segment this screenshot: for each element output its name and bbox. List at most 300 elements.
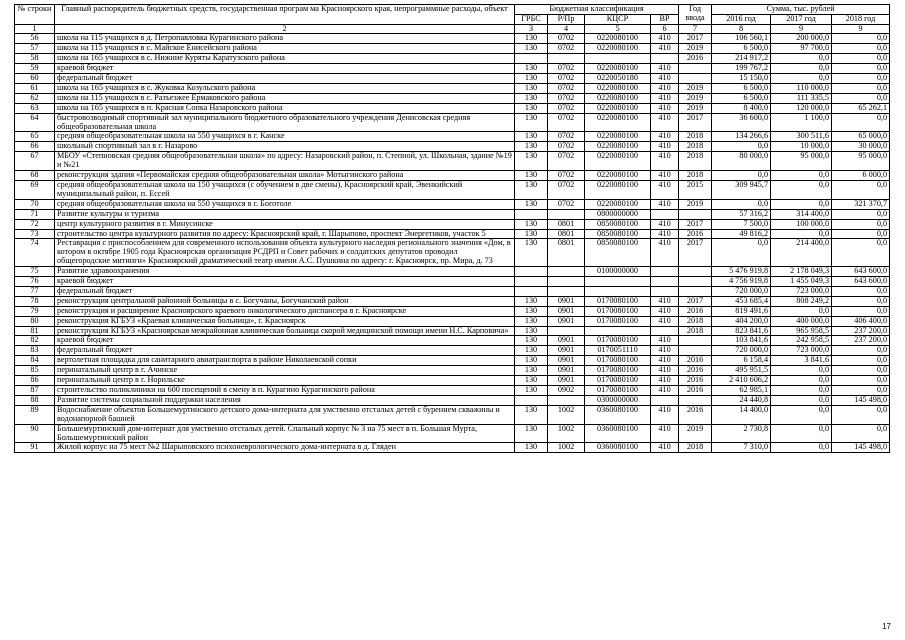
row-kcsr: 0220080100 [585,93,651,103]
row-sum-2016: 5 476 919,8 [712,267,771,277]
row-name: школа на 165 учащихся в с. Жуковка Козульского района [55,83,515,93]
row-year [679,277,712,287]
row-grbs: 130 [515,443,548,453]
row-year: 2016 [679,386,712,396]
row-name: Водоснабжение объектов Большемуртинского детского дома-интерната для умственно отсталых детей с бурением скважины и водонапорной башней [55,405,515,424]
row-kcsr: 0850080100 [585,239,651,267]
row-sum-2017: 200 000,0 [771,34,832,44]
row-kcsr: 0170080100 [585,336,651,346]
row-grbs: 130 [515,199,548,209]
row-sum-2018: 0,0 [832,306,890,316]
row-number: 66 [15,142,55,152]
row-year [679,209,712,219]
row-rpr: 0702 [548,83,585,93]
row-kcsr: 0220080100 [585,132,651,142]
row-name: реконструкция КГБУЗ «Краевая клиническая больница», г. Красноярск [55,316,515,326]
row-sum-2018: 145 498,0 [832,395,890,405]
row-rpr: 0801 [548,219,585,229]
row-grbs [515,209,548,219]
row-number: 86 [15,376,55,386]
row-kcsr: 0360080100 [585,424,651,443]
row-number: 88 [15,395,55,405]
row-year [679,74,712,84]
table-row [15,229,890,239]
row-vr: 410 [651,83,679,93]
row-sum-2018: 321 370,7 [832,199,890,209]
row-number: 84 [15,356,55,366]
row-sum-2017: 3 841,6 [771,356,832,366]
header-year: Год ввода [679,5,712,25]
row-year: 2017 [679,296,712,306]
row-grbs [515,54,548,64]
row-sum-2017: 0,0 [771,229,832,239]
row-rpr [548,54,585,64]
table-row [15,152,890,171]
col-number: 7 [679,24,712,34]
row-kcsr: 0220080100 [585,34,651,44]
row-vr: 410 [651,356,679,366]
row-vr: 410 [651,366,679,376]
row-year: 2018 [679,132,712,142]
row-name: Развитие системы социальной поддержки населения [55,395,515,405]
row-sum-2017: 723 000,0 [771,346,832,356]
row-sum-2018: 0,0 [832,74,890,84]
row-vr: 410 [651,405,679,424]
row-name: средняя общеобразовательная школа на 550 учащихся в г. Канске [55,132,515,142]
row-kcsr: 0100000000 [585,267,651,277]
row-sum-2016: 6 500,0 [712,83,771,93]
row-name: школа на 115 учащихся в с. Майское Енисейского района [55,44,515,54]
row-year: 2019 [679,93,712,103]
row-number: 89 [15,405,55,424]
row-grbs: 130 [515,366,548,376]
row-vr: 410 [651,142,679,152]
row-number: 82 [15,336,55,346]
row-sum-2016: 4 756 919,8 [712,277,771,287]
row-sum-2016: 8 400,0 [712,103,771,113]
row-sum-2016: 7 310,0 [712,443,771,453]
row-grbs [515,395,548,405]
row-vr [651,267,679,277]
row-sum-2018: 0,0 [832,286,890,296]
row-vr [651,277,679,287]
row-sum-2018: 0,0 [832,64,890,74]
row-kcsr: 0220080100 [585,44,651,54]
row-sum-2016: 404 200,0 [712,316,771,326]
row-year: 2016 [679,366,712,376]
row-kcsr [585,277,651,287]
row-sum-2017: 0,0 [771,424,832,443]
row-vr [651,54,679,64]
row-rpr [548,267,585,277]
col-number: 2 [55,24,515,34]
page-number: 17 [882,622,891,631]
table-row [15,395,890,405]
row-rpr: 0702 [548,180,585,199]
row-vr [651,326,679,336]
row-sum-2016: 7 500,0 [712,219,771,229]
row-rpr: 0901 [548,376,585,386]
row-kcsr: 0360080100 [585,405,651,424]
row-number: 65 [15,132,55,142]
row-rpr [548,395,585,405]
row-sum-2016: 2 410 606,2 [712,376,771,386]
row-kcsr: 0220080100 [585,171,651,181]
row-sum-2017: 0,0 [771,395,832,405]
row-sum-2018: 643 600,0 [832,277,890,287]
row-name: федеральный бюджет [55,346,515,356]
row-grbs: 130 [515,346,548,356]
row-sum-2017: 0,0 [771,74,832,84]
row-grbs [515,286,548,296]
row-sum-2016: 0,0 [712,239,771,267]
row-name: Большемуртинский дом-интернат для умственно отсталых детей. Спальный корпус № 3 на 75 мест в п. Большая Мурта, Большемуртинский район [55,424,515,443]
table-row [15,267,890,277]
row-rpr: 0901 [548,356,585,366]
row-year: 2019 [679,424,712,443]
row-number: 90 [15,424,55,443]
row-year: 2018 [679,326,712,336]
row-sum-2017: 0,0 [771,386,832,396]
row-sum-2018: 0,0 [832,93,890,103]
row-sum-2017: 723 000,0 [771,286,832,296]
header-budget-classification: Бюджетная классификация [515,5,679,15]
row-year: 2015 [679,180,712,199]
row-kcsr: 0220080100 [585,83,651,93]
row-grbs: 130 [515,113,548,132]
row-year: 2019 [679,83,712,93]
row-grbs: 130 [515,306,548,316]
row-sum-2016: 36 600,0 [712,113,771,132]
col-number: 6 [651,24,679,34]
row-name: краевой бюджет [55,277,515,287]
table-row [15,171,890,181]
row-sum-2018: 0,0 [832,356,890,366]
row-name: Реставрация с приспособлением для современного использования объекта культурного наследия регионального значения «Дом, в котором в октябре 1905 года Красноярская организация РСДРП и Совет рабочих и солдатских депутатов проводил общегородские митинги» Красноярский драматический театр имени А.С. Пушкина по адресу: г. Красноярск, пр. Мира, д. 73 [55,239,515,267]
row-sum-2018: 237 200,0 [832,336,890,346]
row-name: средняя общеобразовательная школа на 150 учащихся (с обучением в две смены), Красноярский край, Эвенкийский муниципальный район, п. Ессей [55,180,515,199]
row-grbs: 130 [515,44,548,54]
row-name: вертолетная площадка для санитарного авиатранспорта в районе Николаевской сопки [55,356,515,366]
row-number: 78 [15,296,55,306]
row-sum-2016: 57 316,2 [712,209,771,219]
row-name: краевой бюджет [55,64,515,74]
row-year [679,286,712,296]
row-grbs: 130 [515,132,548,142]
row-vr: 410 [651,443,679,453]
row-sum-2017: 100 000,0 [771,219,832,229]
row-year: 2016 [679,356,712,366]
row-name: средняя общеобразовательная школа на 550 учащихся в г. Боготоле [55,199,515,209]
row-year: 2017 [679,219,712,229]
row-rpr: 0901 [548,296,585,306]
row-sum-2016: 309 945,7 [712,180,771,199]
table-row [15,54,890,64]
row-vr: 410 [651,376,679,386]
row-name: центр культурного развития в г. Минусинске [55,219,515,229]
row-year: 2016 [679,376,712,386]
row-sum-2018: 0,0 [832,376,890,386]
row-sum-2017: 111 335,5 [771,93,832,103]
row-sum-2018: 0,0 [832,44,890,54]
row-rpr: 1002 [548,424,585,443]
col-number-9: 9 [832,24,890,34]
row-number: 68 [15,171,55,181]
row-year: 2017 [679,34,712,44]
row-sum-2017: 965 958,5 [771,326,832,336]
row-kcsr: 0300000000 [585,395,651,405]
row-grbs [515,267,548,277]
row-number: 80 [15,316,55,326]
row-number: 81 [15,326,55,336]
row-kcsr [585,54,651,64]
row-name: школа на 165 учащихся в п. Красная Сопка Назаровского района [55,103,515,113]
row-kcsr: 0220080100 [585,113,651,132]
row-rpr: 1002 [548,405,585,424]
row-name: Развитие здравоохранения [55,267,515,277]
row-year [679,346,712,356]
row-kcsr: 0220080100 [585,64,651,74]
row-sum-2016: 214 917,2 [712,54,771,64]
row-kcsr: 0170080100 [585,306,651,316]
row-rpr [548,286,585,296]
row-vr: 410 [651,132,679,142]
row-kcsr: 0220050180 [585,74,651,84]
row-sum-2018: 0,0 [832,366,890,376]
col-number: 1 [15,24,55,34]
row-sum-2018: 0,0 [832,229,890,239]
table-row [15,209,890,219]
row-name: школа на 165 учащихся в с. Нижние Куряты Каратузского района [55,54,515,64]
row-sum-2018: 0,0 [832,180,890,199]
row-rpr: 0702 [548,152,585,171]
row-name: строительство поликлиники на 600 посещений в смену в п. Курагино Курагинского района [55,386,515,396]
row-number: 83 [15,346,55,356]
row-rpr [548,277,585,287]
row-sum-2017: 300 511,6 [771,132,832,142]
column-number-row [15,24,890,34]
table-row [15,443,890,453]
row-rpr: 0901 [548,316,585,326]
row-sum-2016: 6 158,4 [712,356,771,366]
row-sum-2016: 0,0 [712,199,771,209]
row-name: краевой бюджет [55,336,515,346]
row-number: 69 [15,180,55,199]
row-sum-2017: 0,0 [771,306,832,316]
row-sum-2018: 0,0 [832,405,890,424]
table-row [15,180,890,199]
row-sum-2018: 0,0 [832,54,890,64]
row-grbs: 130 [515,229,548,239]
row-sum-2017: 0,0 [771,54,832,64]
row-sum-2017: 0,0 [771,180,832,199]
row-grbs: 130 [515,239,548,267]
header-2016: 2016 год [712,14,771,24]
row-kcsr: 0220080100 [585,199,651,209]
row-year: 2018 [679,152,712,171]
row-sum-2016: 106 560,1 [712,34,771,44]
row-year: 2017 [679,239,712,267]
row-sum-2016: 6 500,0 [712,93,771,103]
row-vr [651,286,679,296]
row-grbs: 130 [515,93,548,103]
row-kcsr [585,326,651,336]
row-kcsr: 0800000000 [585,209,651,219]
row-rpr: 0702 [548,74,585,84]
row-sum-2018: 0,0 [832,34,890,44]
row-kcsr: 0360080100 [585,443,651,453]
col-number: 5 [585,24,651,34]
table-row [15,74,890,84]
table-row [15,132,890,142]
row-kcsr: 0220080100 [585,180,651,199]
row-rpr: 0902 [548,386,585,396]
row-name: реконструкция и расширение Красноярского краевого онкологического диспансера в г. Красноярске [55,306,515,316]
table-row [15,199,890,209]
row-sum-2017: 120 000,0 [771,103,832,113]
row-rpr: 0702 [548,132,585,142]
row-kcsr: 0170080100 [585,386,651,396]
table-row [15,356,890,366]
row-number: 85 [15,366,55,376]
row-sum-2018: 65 262,1 [832,103,890,113]
row-vr: 410 [651,229,679,239]
row-sum-2018: 95 000,0 [832,152,890,171]
row-vr: 410 [651,171,679,181]
row-rpr [548,209,585,219]
row-sum-2017: 0,0 [771,171,832,181]
col-number: 4 [548,24,585,34]
row-number: 75 [15,267,55,277]
row-vr: 410 [651,239,679,267]
row-number: 64 [15,113,55,132]
row-sum-2016: 0,0 [712,142,771,152]
row-sum-2017: 808 249,2 [771,296,832,306]
header-vr: ВР [651,14,679,24]
row-name: перинатальный центр в г. Норильске [55,376,515,386]
row-vr: 410 [651,386,679,396]
row-sum-2016: 720 000,0 [712,286,771,296]
row-name: федеральный бюджет [55,74,515,84]
table-row [15,376,890,386]
row-name: школа на 115 учащихся в с. Разъезжее Ермаковского района [55,93,515,103]
row-number: 56 [15,34,55,44]
row-sum-2017: 10 000,0 [771,142,832,152]
table-row [15,113,890,132]
row-grbs: 130 [515,74,548,84]
row-year: 2018 [679,316,712,326]
row-number: 71 [15,209,55,219]
row-vr [651,395,679,405]
row-sum-2016: 14 400,0 [712,405,771,424]
row-number: 60 [15,74,55,84]
row-sum-2017: 0,0 [771,443,832,453]
row-sum-2016: 0,0 [712,171,771,181]
row-sum-2018: 0,0 [832,346,890,356]
row-number: 73 [15,229,55,239]
row-sum-2016: 15 150,0 [712,74,771,84]
row-sum-2016: 80 000,0 [712,152,771,171]
row-name: школа на 115 учащихся в д. Петропавловка Курагинского района [55,34,515,44]
table-body [15,34,890,453]
row-sum-2016: 6 500,0 [712,44,771,54]
row-sum-2018: 0,0 [832,219,890,229]
table-row [15,366,890,376]
header-kcsr: КЦСР [585,14,651,24]
row-grbs: 130 [515,64,548,74]
row-sum-2017: 0,0 [771,64,832,74]
row-number: 74 [15,239,55,267]
row-vr: 410 [651,74,679,84]
row-number: 79 [15,306,55,316]
row-rpr: 0801 [548,229,585,239]
row-rpr: 0702 [548,171,585,181]
row-year: 2016 [679,306,712,316]
row-rpr: 0901 [548,336,585,346]
row-vr: 410 [651,103,679,113]
table-row [15,306,890,316]
row-kcsr: 0170080100 [585,366,651,376]
row-vr: 410 [651,93,679,103]
row-grbs: 130 [515,296,548,306]
row-year: 2018 [679,443,712,453]
row-rpr: 0901 [548,366,585,376]
row-number: 87 [15,386,55,396]
row-sum-2017: 110 000,0 [771,83,832,93]
row-grbs: 130 [515,152,548,171]
col-number: 9 [771,24,832,34]
header-2018: 2018 год [832,14,890,24]
row-sum-2017: 1 455 049,3 [771,277,832,287]
budget-table [14,4,890,453]
row-sum-2016: 199 767,2 [712,64,771,74]
table-row [15,64,890,74]
row-name: строительство центра культурного развития по адресу: Красноярский край, г. Шарыпово, проспект Энергетиков, участок 5 [55,229,515,239]
table-row [15,424,890,443]
row-sum-2017: 400 000,0 [771,316,832,326]
row-vr: 410 [651,296,679,306]
row-rpr: 1002 [548,443,585,453]
header-grbs: ГРБС [515,14,548,24]
row-sum-2017: 0,0 [771,405,832,424]
row-sum-2017: 314 400,0 [771,209,832,219]
row-vr: 410 [651,424,679,443]
header-rpr: Р/Пр [548,14,585,24]
row-sum-2016: 24 440,8 [712,395,771,405]
row-kcsr: 0170080100 [585,376,651,386]
table-row [15,326,890,336]
table-row [15,286,890,296]
row-grbs: 130 [515,424,548,443]
row-grbs: 130 [515,83,548,93]
row-kcsr: 0220080100 [585,103,651,113]
row-grbs [515,277,548,287]
table-row [15,83,890,93]
row-grbs: 130 [515,316,548,326]
row-sum-2018: 0,0 [832,296,890,306]
row-sum-2018: 0,0 [832,386,890,396]
row-sum-2016: 823 841,6 [712,326,771,336]
row-kcsr: 0850080100 [585,229,651,239]
row-sum-2018: 65 000,0 [832,132,890,142]
table-row [15,405,890,424]
row-sum-2018: 0,0 [832,113,890,132]
header-row-number: № строки [15,5,55,25]
row-sum-2018: 0,0 [832,209,890,219]
row-year: 2017 [679,113,712,132]
table-row [15,336,890,346]
row-rpr: 0702 [548,93,585,103]
